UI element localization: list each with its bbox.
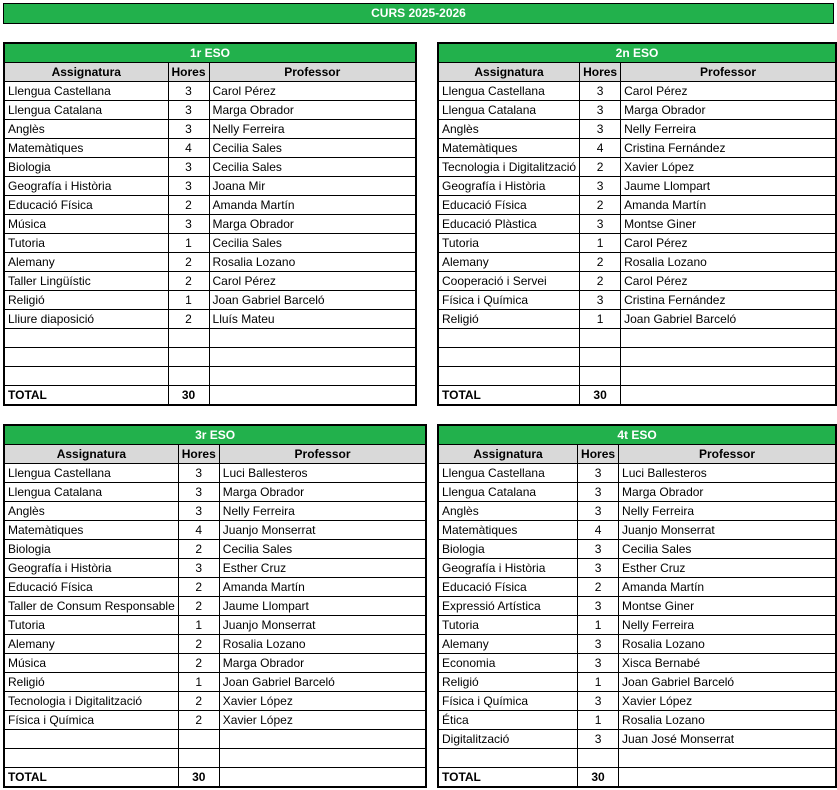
subject-cell: Geografía i Història (438, 177, 580, 196)
teacher-cell: Cecilia Sales (219, 540, 426, 559)
teacher-cell: Jaume Llompart (219, 597, 426, 616)
subject-cell: Llengua Catalana (438, 101, 580, 120)
hours-cell: 1 (580, 234, 621, 253)
total-hours: 30 (580, 386, 621, 406)
subject-cell: Ética (438, 711, 578, 730)
hours-cell (580, 367, 621, 386)
teacher-cell: Carol Pérez (621, 272, 836, 291)
subject-cell: Llengua Catalana (4, 483, 178, 502)
hours-cell: 2 (178, 692, 219, 711)
hours-cell: 3 (580, 291, 621, 310)
group-title: 3r ESO (4, 425, 426, 445)
hours-cell: 1 (580, 310, 621, 329)
subject-cell: Anglès (438, 502, 578, 521)
table-row (438, 749, 836, 768)
subject-cell: Taller Lingüístic (4, 272, 168, 291)
table-row (4, 730, 426, 749)
hours-cell: 2 (168, 272, 209, 291)
teacher-cell: Marga Obrador (209, 101, 416, 120)
subject-cell (4, 749, 178, 768)
table-row (4, 578, 426, 597)
teacher-cell: Xavier López (621, 158, 836, 177)
table-row (438, 483, 836, 502)
total-empty (219, 768, 426, 788)
subject-cell: Física i Química (438, 692, 578, 711)
subject-cell: Tutoria (438, 234, 580, 253)
table-row (4, 673, 426, 692)
header-teacher: Professor (219, 445, 426, 464)
header-hours: Hores (178, 445, 219, 464)
table-row (4, 540, 426, 559)
table-row (4, 177, 416, 196)
table-row (4, 253, 416, 272)
table-row (4, 502, 426, 521)
table-row (4, 348, 416, 367)
table-row (438, 215, 836, 234)
hours-cell: 3 (178, 464, 219, 483)
teacher-cell: Cristina Fernández (621, 291, 836, 310)
hours-cell: 3 (578, 730, 619, 749)
subject-cell: Geografía i Història (4, 559, 178, 578)
hours-cell: 1 (168, 234, 209, 253)
table-row (438, 559, 836, 578)
table-row (438, 578, 836, 597)
header-subject: Assignatura (438, 63, 580, 82)
table-row (4, 329, 416, 348)
subject-cell (4, 329, 168, 348)
subject-cell: Llengua Castellana (438, 464, 578, 483)
teacher-cell: Nelly Ferreira (619, 616, 836, 635)
table-row (4, 196, 416, 215)
table-row (438, 272, 836, 291)
teacher-cell (621, 348, 836, 367)
hours-cell: 3 (578, 635, 619, 654)
subject-cell: Educació Física (438, 578, 578, 597)
table-row (4, 521, 426, 540)
total-label: TOTAL (438, 386, 580, 406)
subject-cell: Religió (438, 673, 578, 692)
subject-cell: Anglès (4, 502, 178, 521)
subject-cell: Tutoria (438, 616, 578, 635)
hours-cell: 3 (168, 82, 209, 101)
subject-cell: Economia (438, 654, 578, 673)
subject-cell: Tecnologia i Digitalització (4, 692, 178, 711)
hours-cell: 2 (578, 578, 619, 597)
block-4t-eso (437, 424, 837, 788)
hours-cell: 3 (580, 120, 621, 139)
header-subject: Assignatura (4, 63, 168, 82)
table-row (4, 367, 416, 386)
total-row (4, 768, 426, 788)
teacher-cell: Esther Cruz (619, 559, 836, 578)
total-empty (621, 386, 836, 406)
subject-cell: Llengua Catalana (4, 101, 168, 120)
table-row (4, 82, 416, 101)
hours-cell: 4 (168, 139, 209, 158)
subject-cell: Expressió Artística (438, 597, 578, 616)
teacher-cell: Marga Obrador (619, 483, 836, 502)
total-hours: 30 (178, 768, 219, 788)
table-row (438, 120, 836, 139)
table-row (438, 692, 836, 711)
table-row (438, 367, 836, 386)
hours-cell (168, 367, 209, 386)
subject-cell: Llengua Castellana (4, 82, 168, 101)
teacher-cell: Juanjo Monserrat (619, 521, 836, 540)
hours-cell: 2 (168, 196, 209, 215)
hours-cell: 2 (178, 654, 219, 673)
hours-cell: 3 (578, 559, 619, 578)
table-row (438, 711, 836, 730)
table-row (4, 139, 416, 158)
hours-cell: 2 (580, 253, 621, 272)
table-row (4, 711, 426, 730)
teacher-cell: Lluís Mateu (209, 310, 416, 329)
teacher-cell: Cecilia Sales (209, 234, 416, 253)
table-row (438, 635, 836, 654)
hours-cell: 1 (178, 616, 219, 635)
table-row (438, 329, 836, 348)
table-row (438, 597, 836, 616)
subject-cell: Digitalització (438, 730, 578, 749)
hours-cell: 3 (580, 82, 621, 101)
teacher-cell: Rosalia Lozano (619, 635, 836, 654)
table-row (4, 749, 426, 768)
subject-cell: Matemàtiques (4, 139, 168, 158)
teacher-cell: Marga Obrador (209, 215, 416, 234)
teacher-cell: Rosalia Lozano (209, 253, 416, 272)
hours-cell: 2 (168, 310, 209, 329)
table-row (4, 559, 426, 578)
hours-cell: 2 (178, 711, 219, 730)
teacher-cell: Cecilia Sales (619, 540, 836, 559)
teacher-cell: Xavier López (619, 692, 836, 711)
teacher-cell: Marga Obrador (621, 101, 836, 120)
teacher-cell (621, 329, 836, 348)
header-hours: Hores (168, 63, 209, 82)
table-row (438, 616, 836, 635)
header-subject: Assignatura (438, 445, 578, 464)
hours-cell: 3 (578, 502, 619, 521)
table-row (438, 158, 836, 177)
teacher-cell: Amanda Martín (209, 196, 416, 215)
hours-cell: 2 (178, 540, 219, 559)
table-row (438, 502, 836, 521)
teacher-cell: Rosalia Lozano (621, 253, 836, 272)
subject-cell: Llengua Castellana (4, 464, 178, 483)
table-row (438, 253, 836, 272)
hours-cell (580, 348, 621, 367)
subject-cell (438, 329, 580, 348)
subject-cell: Matemàtiques (438, 521, 578, 540)
table-row (438, 348, 836, 367)
teacher-cell: Rosalia Lozano (219, 635, 426, 654)
subject-cell: Educació Física (438, 196, 580, 215)
teacher-cell: Xavier López (219, 692, 426, 711)
subject-cell: Geografía i Història (4, 177, 168, 196)
teacher-cell: Montse Giner (619, 597, 836, 616)
table-row (438, 291, 836, 310)
table-row (438, 730, 836, 749)
subject-cell (4, 367, 168, 386)
subject-cell: Física i Química (438, 291, 580, 310)
table-row (4, 616, 426, 635)
block-3r-eso (3, 424, 427, 788)
hours-cell: 4 (580, 139, 621, 158)
teacher-cell: Marga Obrador (219, 654, 426, 673)
header-hours: Hores (580, 63, 621, 82)
teacher-cell (209, 367, 416, 386)
teacher-cell (621, 367, 836, 386)
subject-cell: Música (4, 215, 168, 234)
teacher-cell: Rosalia Lozano (619, 711, 836, 730)
hours-cell (178, 749, 219, 768)
header-teacher: Professor (621, 63, 836, 82)
subject-cell: Llengua Catalana (438, 483, 578, 502)
teacher-cell: Carol Pérez (621, 82, 836, 101)
teacher-cell: Carol Pérez (209, 272, 416, 291)
subject-cell (438, 367, 580, 386)
subject-cell (4, 730, 178, 749)
subject-cell: Cooperació i Servei (438, 272, 580, 291)
block-1r-eso (3, 42, 417, 406)
teacher-cell: Nelly Ferreira (619, 502, 836, 521)
subject-cell: Música (4, 654, 178, 673)
subject-cell (438, 749, 578, 768)
schedule-table (437, 42, 837, 406)
hours-cell: 3 (168, 158, 209, 177)
total-row (438, 386, 836, 406)
total-empty (209, 386, 416, 406)
hours-cell: 2 (178, 597, 219, 616)
subject-cell: Biologia (438, 540, 578, 559)
table-row (4, 654, 426, 673)
group-title: 4t ESO (438, 425, 836, 445)
hours-cell: 3 (580, 215, 621, 234)
table-row (438, 540, 836, 559)
table-row (4, 291, 416, 310)
teacher-cell: Amanda Martín (219, 578, 426, 597)
subject-cell: Alemany (438, 635, 578, 654)
subject-cell: Alemany (4, 635, 178, 654)
table-row (4, 101, 416, 120)
subject-cell: Biologia (4, 158, 168, 177)
hours-cell: 3 (578, 654, 619, 673)
teacher-cell: Joana Mir (209, 177, 416, 196)
hours-cell: 3 (178, 483, 219, 502)
subject-cell: Llengua Castellana (438, 82, 580, 101)
hours-cell: 4 (578, 521, 619, 540)
subject-cell: Educació Física (4, 578, 178, 597)
table-row (438, 101, 836, 120)
hours-cell: 3 (168, 215, 209, 234)
teacher-cell: Juan José Monserrat (619, 730, 836, 749)
table-row (4, 215, 416, 234)
header-subject: Assignatura (4, 445, 178, 464)
table-row (438, 521, 836, 540)
subject-cell (4, 348, 168, 367)
hours-cell: 3 (578, 483, 619, 502)
table-row (438, 196, 836, 215)
hours-cell: 1 (168, 291, 209, 310)
hours-cell: 1 (578, 711, 619, 730)
header-hours: Hores (578, 445, 619, 464)
table-row (4, 597, 426, 616)
teacher-cell: Joan Gabriel Barceló (621, 310, 836, 329)
table-row (4, 234, 416, 253)
subject-cell: Anglès (4, 120, 168, 139)
table-row (4, 158, 416, 177)
hours-cell: 1 (178, 673, 219, 692)
table-row (4, 272, 416, 291)
teacher-cell: Xavier López (219, 711, 426, 730)
teacher-cell (219, 730, 426, 749)
subject-cell: Alemany (4, 253, 168, 272)
table-row (438, 177, 836, 196)
subject-cell: Biologia (4, 540, 178, 559)
subject-cell (438, 348, 580, 367)
hours-cell: 3 (578, 597, 619, 616)
subject-cell: Física i Química (4, 711, 178, 730)
subject-cell: Matemàtiques (438, 139, 580, 158)
header-teacher: Professor (209, 63, 416, 82)
subject-cell: Matemàtiques (4, 521, 178, 540)
table-row (4, 120, 416, 139)
subject-cell: Religió (4, 673, 178, 692)
hours-cell: 3 (168, 177, 209, 196)
hours-cell: 2 (178, 635, 219, 654)
hours-cell: 1 (578, 616, 619, 635)
teacher-cell: Carol Pérez (209, 82, 416, 101)
teacher-cell: Nelly Ferreira (209, 120, 416, 139)
total-label: TOTAL (4, 768, 178, 788)
hours-cell: 2 (580, 196, 621, 215)
teacher-cell: Joan Gabriel Barceló (619, 673, 836, 692)
block-2n-eso (437, 42, 837, 406)
hours-cell: 3 (580, 101, 621, 120)
teacher-cell: Cecilia Sales (209, 139, 416, 158)
table-row (438, 82, 836, 101)
hours-cell: 3 (168, 101, 209, 120)
subject-cell: Geografía i Història (438, 559, 578, 578)
total-label: TOTAL (438, 768, 578, 788)
hours-cell: 3 (168, 120, 209, 139)
total-row (438, 768, 836, 788)
subject-cell: Anglès (438, 120, 580, 139)
table-row (4, 635, 426, 654)
subject-cell: Educació Física (4, 196, 168, 215)
subject-cell: Lliure diaposició (4, 310, 168, 329)
table-row (4, 483, 426, 502)
subject-cell: Educació Plàstica (438, 215, 580, 234)
table-row (438, 234, 836, 253)
teacher-cell: Marga Obrador (219, 483, 426, 502)
hours-cell (178, 730, 219, 749)
total-empty (619, 768, 836, 788)
teacher-cell: Joan Gabriel Barceló (209, 291, 416, 310)
teacher-cell: Amanda Martín (621, 196, 836, 215)
subject-cell: Tecnologia i Digitalització (438, 158, 580, 177)
teacher-cell (209, 329, 416, 348)
hours-cell: 3 (578, 464, 619, 483)
teacher-cell (209, 348, 416, 367)
subject-cell: Taller de Consum Responsable (4, 597, 178, 616)
teacher-cell (619, 749, 836, 768)
hours-cell (168, 329, 209, 348)
teacher-cell: Carol Pérez (621, 234, 836, 253)
teacher-cell: Juanjo Monserrat (219, 521, 426, 540)
subject-cell: Tutoria (4, 616, 178, 635)
header-teacher: Professor (619, 445, 836, 464)
schedule-table (437, 424, 837, 788)
hours-cell: 2 (168, 253, 209, 272)
hours-cell: 1 (578, 673, 619, 692)
teacher-cell: Amanda Martín (619, 578, 836, 597)
hours-cell: 4 (178, 521, 219, 540)
teacher-cell: Jaume Llompart (621, 177, 836, 196)
hours-cell: 3 (578, 692, 619, 711)
schedule-table (3, 42, 417, 406)
hours-cell (578, 749, 619, 768)
table-row (4, 464, 426, 483)
subject-cell: Religió (438, 310, 580, 329)
teacher-cell: Esther Cruz (219, 559, 426, 578)
hours-cell: 3 (178, 502, 219, 521)
hours-cell: 3 (178, 559, 219, 578)
total-label: TOTAL (4, 386, 168, 406)
total-hours: 30 (168, 386, 209, 406)
teacher-cell: Cristina Fernández (621, 139, 836, 158)
hours-cell: 2 (580, 158, 621, 177)
subject-cell: Religió (4, 291, 168, 310)
table-row (438, 310, 836, 329)
teacher-cell: Montse Giner (621, 215, 836, 234)
page-title: CURS 2025-2026 (3, 3, 834, 24)
table-row (4, 310, 416, 329)
teacher-cell: Juanjo Monserrat (219, 616, 426, 635)
table-row (4, 692, 426, 711)
teacher-cell: Joan Gabriel Barceló (219, 673, 426, 692)
schedule-table (3, 424, 427, 788)
group-title: 1r ESO (4, 43, 416, 63)
teacher-cell: Luci Ballesteros (219, 464, 426, 483)
hours-cell (580, 329, 621, 348)
table-row (438, 673, 836, 692)
hours-cell (168, 348, 209, 367)
teacher-cell: Luci Ballesteros (619, 464, 836, 483)
group-title: 2n ESO (438, 43, 836, 63)
table-row (438, 654, 836, 673)
hours-cell: 2 (178, 578, 219, 597)
total-row (4, 386, 416, 406)
subject-cell: Tutoria (4, 234, 168, 253)
teacher-cell: Nelly Ferreira (621, 120, 836, 139)
total-hours: 30 (578, 768, 619, 788)
hours-cell: 3 (580, 177, 621, 196)
teacher-cell (219, 749, 426, 768)
hours-cell: 3 (578, 540, 619, 559)
teacher-cell: Nelly Ferreira (219, 502, 426, 521)
subject-cell: Alemany (438, 253, 580, 272)
table-row (438, 464, 836, 483)
table-row (438, 139, 836, 158)
hours-cell: 2 (580, 272, 621, 291)
teacher-cell: Cecilia Sales (209, 158, 416, 177)
teacher-cell: Xisca Bernabé (619, 654, 836, 673)
